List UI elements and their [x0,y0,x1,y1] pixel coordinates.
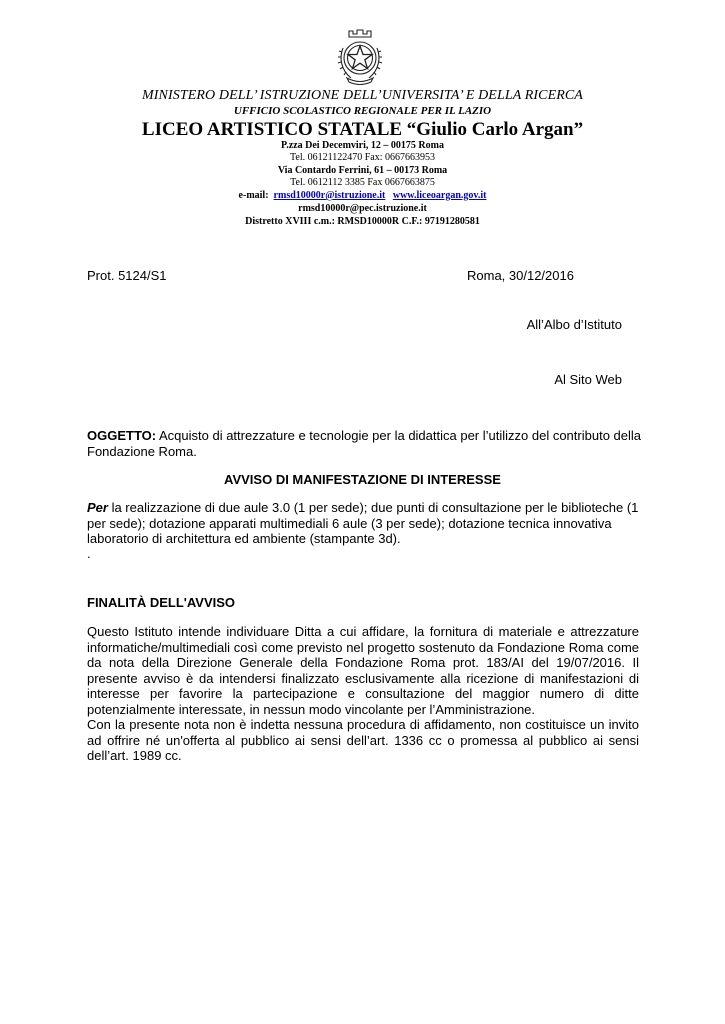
notice-title: AVVISO DI MANIFESTAZIONE DI INTERESSE [224,472,501,487]
stray-dot: . [87,546,91,561]
body-text [87,624,639,764]
scope-lead: Per [87,500,108,515]
phone-main: Tel. 06121122470 Fax: 0667663953 [289,152,436,163]
subject-text: Acquisto di attrezzature e tecnologie per la didattica per l’utilizzo del contributo della Fondazione Roma. [87,428,642,459]
scope-paragraph [87,500,642,547]
scope-text: la realizzazione di due aule 3.0 (1 per sede); due punti di consultazione per le biblioteche (1 per sede); dotazione apparati multimediali 6 aule (3 per sede); dotazione tecnica innovativa laboratorio di architettura ed ambiente (stampante 3d). [87,500,639,546]
subject-paragraph [87,428,642,459]
address-main: P.zza Dei Decemviri, 12 – 00175 Roma [281,140,444,151]
contact-line [0,190,725,201]
school-name: LICEO ARTISTICO STATALE “Giulio Carlo Argan” [141,119,584,140]
body-paragraph-1: Questo Istituto intende individuare Ditta a cui affidare, la fornitura di materiale e attrezzature informatiche/multimediali così come previsto nel progetto sostenuto da Fondazione Roma come da nota della Direzione Generale della Fondazione Roma prot. 183/AI del 19/07/2016. Il presente avviso è da intendersi finalizzato esclusivamente alla ricezione di manifestazioni di interesse per favorire la partecipazione e consultazione del maggior numero di ditte potenzialmente interessate, in nessun modo vincolante per l’Amministrazione. [87,624,639,717]
place-date: Roma, 30/12/2016 [467,268,574,283]
pec-address: rmsd10000r@pec.istruzione.it [298,203,427,214]
italian-republic-emblem-icon [335,28,385,86]
email-label: e-mail: [238,190,269,201]
regional-office: UFFICIO SCOLASTICO REGIONALE PER IL LAZIO [233,105,492,117]
phone-secondary: Tel. 0612112 3385 Fax 0667663875 [290,177,435,188]
recipient-albo: All’Albo d’Istituto [526,317,622,332]
body-paragraph-2: Con la presente nota non è indetta nessuna procedura di affidamento, non costituisce un invito ad offrire né un'offerta al pubblico ai sensi dell’art. 1336 cc o promessa al pubblico ai sensi dell’art. 1989 cc. [87,717,639,763]
district-codes: Distretto XVIII c.m.: RMSD10000R C.F.: 97191280581 [245,216,480,227]
protocol-number: Prot. 5124/S1 [87,268,167,283]
recipient-website: Al Sito Web [554,372,622,387]
subject-label: OGGETTO: [87,428,157,443]
section-title: FINALITÀ DELL'AVVISO [87,595,236,610]
address-secondary: Via Contardo Ferrini, 61 – 00173 Roma [277,165,448,176]
email-link[interactable]: rmsd10000r@istruzione.it [273,190,386,201]
website-link[interactable]: www.liceoargan.gov.it [392,190,487,201]
ministry-name: MINISTERO DELL’ ISTRUZIONE DELL’UNIVERSITA’ E DELLA RICERCA [142,88,583,103]
